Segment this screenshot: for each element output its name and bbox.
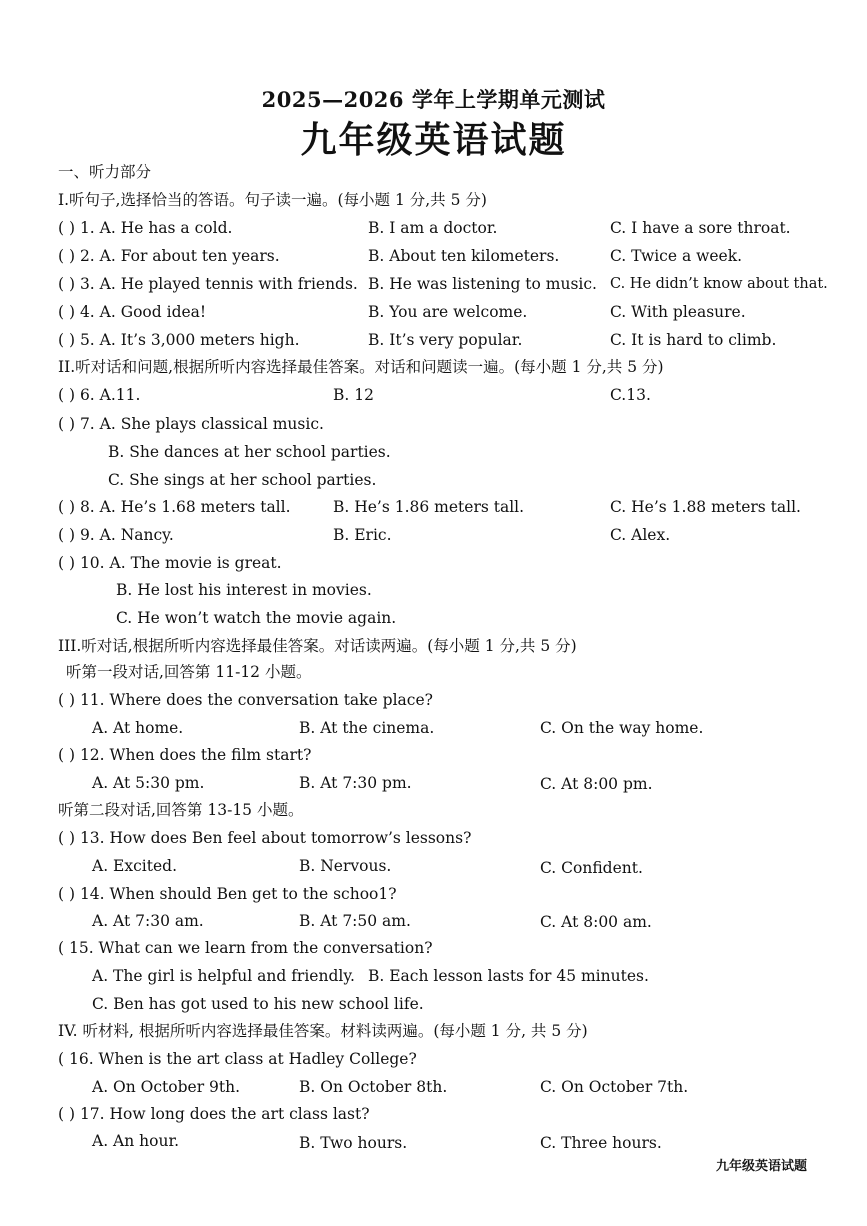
q15-option-b: B. Each lesson lasts for 45 minutes. [368, 967, 649, 985]
exam-title: 九年级英语试题 [300, 119, 567, 161]
q15-option-c: C. Ben has got used to his new school life. [92, 995, 424, 1013]
q4-option-c: C. With pleasure. [610, 303, 746, 321]
q1-stem: ( ) 1. A. He has a cold. [58, 219, 233, 237]
q2-option-b: B. About ten kilometers. [368, 247, 560, 265]
q3-stem: ( ) 3. A. He played tennis with friends. [58, 275, 358, 293]
q8-option-c: C. He’s 1.88 meters tall. [610, 498, 801, 516]
q4-stem: ( ) 4. A. Good idea! [58, 303, 207, 321]
q3-option-c: C. He didn’t know about that. [610, 276, 828, 292]
section-1-instruction: I.听句子,选择恰当的答语。句子读一遍。(每小题 1 分,共 5 分) [58, 191, 487, 209]
q8-stem: ( ) 8. A. He’s 1.68 meters tall. [58, 498, 291, 516]
q14-option-c: C. At 8:00 am. [540, 913, 652, 931]
q3-option-b: B. He was listening to music. [368, 275, 597, 293]
q8-option-b: B. He’s 1.86 meters tall. [333, 498, 525, 516]
q6-option-c: C.13. [610, 386, 651, 404]
q1-option-c: C. I have a sore throat. [610, 219, 791, 237]
q9-option-c: C. Alex. [610, 526, 671, 544]
q6-stem: ( ) 6. A.11. [58, 386, 141, 404]
q11-option-a: A. At home. [92, 719, 184, 737]
q5-stem: ( ) 5. A. It’s 3,000 meters high. [58, 331, 300, 349]
q7-stem: ( ) 7. A. She plays classical music. [58, 415, 324, 433]
q5-option-b: B. It’s very popular. [368, 331, 523, 349]
q12-option-b: B. At 7:30 pm. [299, 774, 412, 792]
q10-stem: ( ) 10. A. The movie is great. [58, 554, 282, 572]
q16-stem: ( 16. When is the art class at Hadley College? [58, 1050, 417, 1068]
q15-option-a: A. The girl is helpful and friendly. [92, 967, 355, 985]
q5-option-c: C. It is hard to climb. [610, 331, 777, 349]
q13-option-b: B. Nervous. [299, 857, 392, 875]
q16-option-b: B. On October 8th. [299, 1078, 448, 1096]
q11-option-b: B. At the cinema. [299, 719, 435, 737]
q10-option-b: B. He lost his interest in movies. [116, 581, 372, 599]
exam-year-line: 2025—2026 学年上学期单元测试 [261, 87, 606, 112]
section-2-instruction: II.听对话和问题,根据所听内容选择最佳答案。对话和问题读一遍。(每小题 1 分,共 5 分) [58, 358, 664, 376]
q7-option-b: B. She dances at her school parties. [108, 443, 391, 461]
q12-stem: ( ) 12. When does the film start? [58, 746, 312, 764]
q17-option-b: B. Two hours. [299, 1134, 408, 1152]
q14-option-a: A. At 7:30 am. [92, 912, 204, 930]
q16-option-c: C. On October 7th. [540, 1078, 689, 1096]
part-heading-listening: 一、听力部分 [58, 163, 152, 181]
section-3-sub-1: 听第一段对话,回答第 11-12 小题。 [66, 663, 312, 681]
q14-stem: ( ) 14. When should Ben get to the schoo1? [58, 885, 397, 903]
q11-option-c: C. On the way home. [540, 719, 704, 737]
page-footer: 九年级英语试题 [716, 1159, 808, 1174]
q17-option-c: C. Three hours. [540, 1134, 662, 1152]
q2-stem: ( ) 2. A. For about ten years. [58, 247, 280, 265]
q6-option-b: B. 12 [333, 386, 374, 404]
q2-option-c: C. Twice a week. [610, 247, 743, 265]
q12-option-a: A. At 5:30 pm. [92, 774, 205, 792]
q1-option-b: B. I am a doctor. [368, 219, 498, 237]
q12-option-c: C. At 8:00 pm. [540, 775, 653, 793]
q15-stem: ( 15. What can we learn from the conversation? [58, 939, 433, 957]
q13-option-a: A. Excited. [92, 857, 177, 875]
section-4-instruction: IV. 听材料, 根据所听内容选择最佳答案。材料读两遍。(每小题 1 分, 共 5 分) [58, 1022, 588, 1040]
q13-option-c: C. Confident. [540, 859, 643, 877]
q17-stem: ( ) 17. How long does the art class last? [58, 1105, 370, 1123]
q4-option-b: B. You are welcome. [368, 303, 528, 321]
q9-option-b: B. Eric. [333, 526, 392, 544]
q13-stem: ( ) 13. How does Ben feel about tomorrow’s lessons? [58, 829, 472, 847]
q7-option-c: C. She sings at her school parties. [108, 471, 377, 489]
q14-option-b: B. At 7:50 am. [299, 912, 411, 930]
section-3-instruction: III.听对话,根据所听内容选择最佳答案。对话读两遍。(每小题 1 分,共 5 分) [58, 637, 577, 655]
q10-option-c: C. He won’t watch the movie again. [116, 609, 397, 627]
section-3-sub-2: 听第二段对话,回答第 13-15 小题。 [58, 801, 304, 819]
q11-stem: ( ) 11. Where does the conversation take place? [58, 691, 433, 709]
q9-stem: ( ) 9. A. Nancy. [58, 526, 174, 544]
q17-option-a: A. An hour. [92, 1132, 180, 1150]
q16-option-a: A. On October 9th. [92, 1078, 241, 1096]
